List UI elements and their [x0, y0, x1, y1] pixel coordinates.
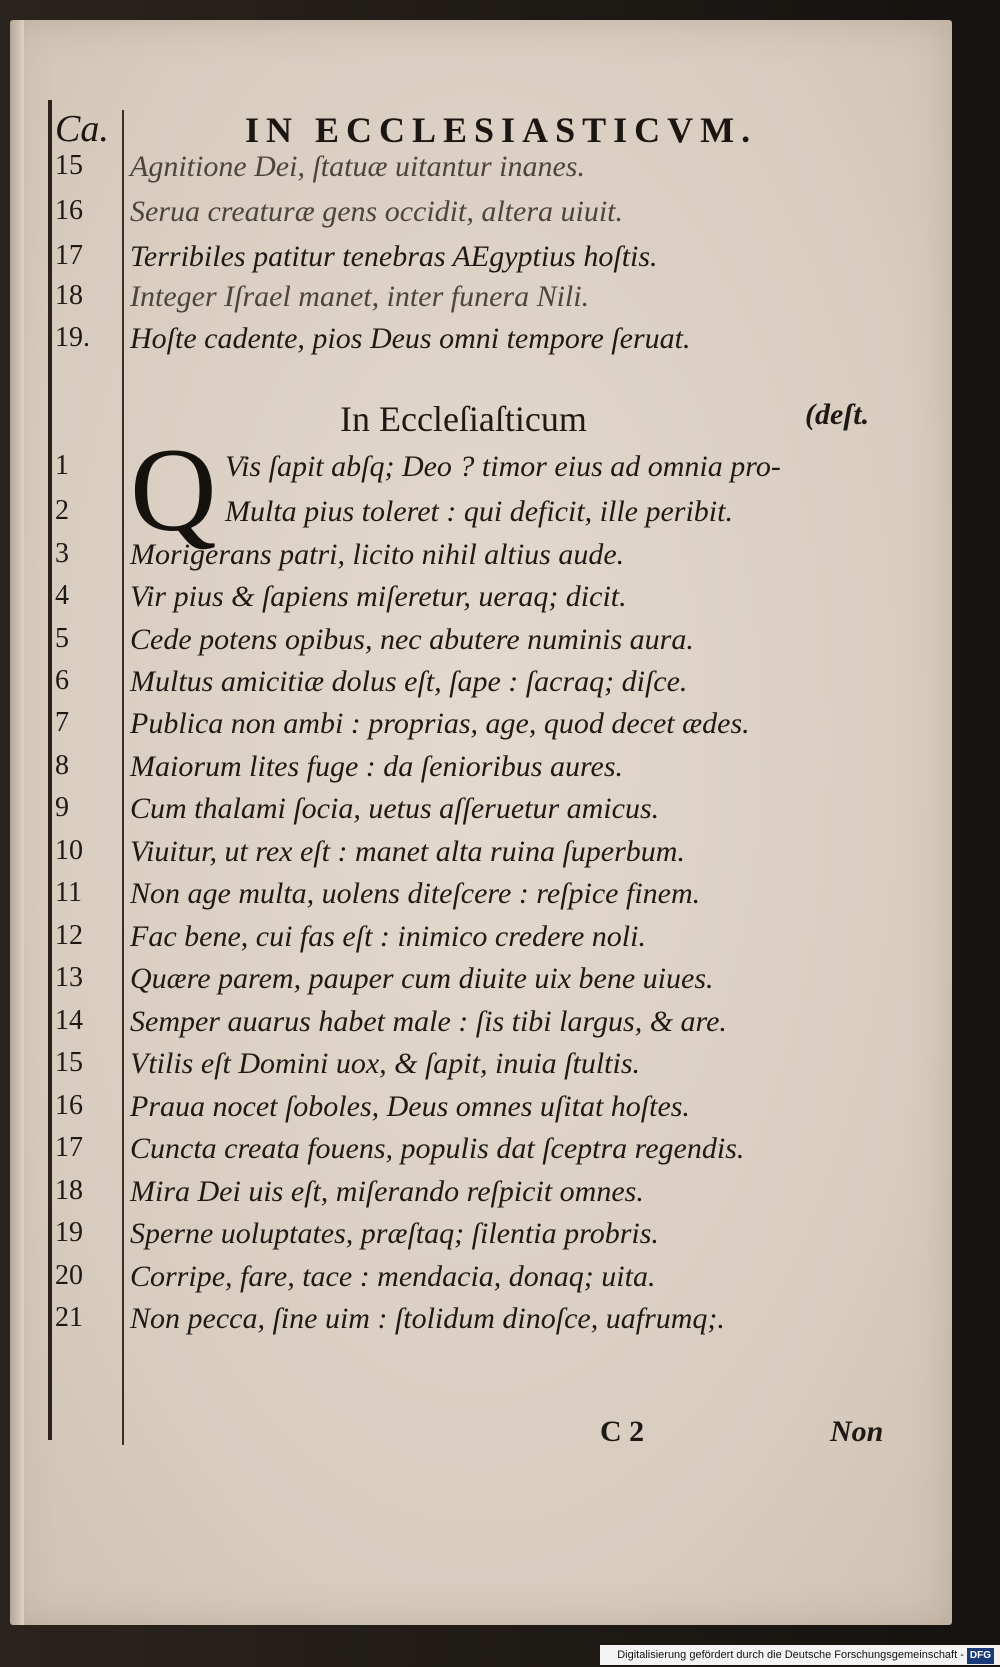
- verse-number-rule: [122, 110, 124, 1445]
- verse-text: Cede potens opibus, nec abutere numinis aura.: [130, 623, 694, 656]
- verse-number: 18: [55, 1175, 83, 1206]
- verse-text: Quære parem, pauper cum diuite uix bene uiues.: [130, 962, 714, 995]
- verse-number: 17: [55, 1132, 83, 1163]
- verse-number: 5: [55, 623, 69, 654]
- verse-number: 19.: [55, 322, 90, 353]
- catchword: Non: [830, 1415, 884, 1448]
- verse-text: Non age multa, uolens diteſcere : reſpice finem.: [130, 877, 701, 910]
- verse-number: 14: [55, 1005, 83, 1036]
- credit-text: Digitalisierung gefördert durch die Deutsche Forschungsgemeinschaft -: [617, 1649, 964, 1661]
- verse-text: Integer Iſrael manet, inter funera Nili.: [130, 280, 590, 313]
- verse-text: Mira Dei uis eſt, miſerando reſpicit omnes.: [130, 1175, 644, 1208]
- verse-text: Vis ſapit abſq; Deo ? timor eius ad omnia pro-: [225, 450, 781, 483]
- verse-text: Non pecca, ſine uim : ſtolidum dinoſce, uafrumq;.: [130, 1302, 725, 1335]
- page-header: [55, 85, 970, 150]
- verse-number: 16: [55, 195, 83, 226]
- left-margin-rule: [48, 100, 52, 1440]
- dfg-logo: DFG: [967, 1648, 994, 1664]
- verse-number: 8: [55, 750, 69, 781]
- verse-number: 13: [55, 962, 83, 993]
- verse-number: 3: [55, 538, 69, 569]
- verse-number: 18: [55, 280, 83, 311]
- digitization-credit: [600, 1645, 1000, 1665]
- verse-text: Semper auarus habet male : ſis tibi largus, & are.: [130, 1005, 727, 1038]
- verse-text: Multa pius toleret : qui deficit, ille peribit.: [225, 495, 733, 528]
- verse-number: 9: [55, 792, 69, 823]
- verse-number: 12: [55, 920, 83, 951]
- verse-text: Sperne uoluptates, præſtaq; ſilentia probris.: [130, 1217, 659, 1250]
- decorated-initial: Q: [130, 423, 217, 556]
- verse-number: 15: [55, 150, 83, 181]
- verse-text: Hoſte cadente, pios Deus omni tempore ſeruat.: [130, 322, 691, 355]
- verse-text: Viuitur, ut rex eſt : manet alta ruina ſuperbum.: [130, 835, 685, 868]
- verse-number: 1: [55, 450, 69, 481]
- verse-text: Serua creaturæ gens occidit, altera uiuit.: [130, 195, 623, 228]
- verse-text: Corripe, fare, tace : mendacia, donaq; uita.: [130, 1260, 656, 1293]
- verse-text: Cum thalami ſocia, uetus aſſeruetur amicus.: [130, 792, 660, 825]
- section-aside: (deſt.: [805, 398, 870, 431]
- verse-text: Vir pius & ſapiens miſeretur, ueraq; dicit.: [130, 580, 627, 613]
- verse-number: 4: [55, 580, 69, 611]
- verse-number: 7: [55, 707, 69, 738]
- running-head: IN ECCLESIASTICVM.: [245, 110, 758, 150]
- verse-number: 17: [55, 240, 83, 271]
- verse-number: 2: [55, 495, 69, 526]
- verse-text: Publica non ambi : proprias, age, quod decet ædes.: [130, 707, 750, 740]
- verse-text: Morigerans patri, licito nihil altius aude.: [130, 538, 625, 571]
- verse-text: Multus amicitiæ dolus eſt, ſape : ſacraq; diſce.: [130, 665, 688, 698]
- verse-text: Vtilis eſt Domini uox, & ſapit, inuia ſtultis.: [130, 1047, 640, 1080]
- verse-number: 15: [55, 1047, 83, 1078]
- verse-number: 19: [55, 1217, 83, 1248]
- verse-number: 6: [55, 665, 69, 696]
- verse-text: Maiorum lites fuge : da ſenioribus aures.: [130, 750, 624, 783]
- verse-number: 10: [55, 835, 83, 866]
- verse-text: Fac bene, cui fas eſt : inimico credere noli.: [130, 920, 646, 953]
- verse-number: 20: [55, 1260, 83, 1291]
- verse-text: Terribiles patitur tenebras AEgyptius hoſtis.: [130, 240, 658, 273]
- verse-text: Agnitione Dei, ſtatuæ uitantur inanes.: [130, 150, 585, 183]
- signature-mark: C 2: [600, 1415, 645, 1448]
- page-edge: [10, 20, 24, 1625]
- verse-text: Cuncta creata fouens, populis dat ſceptra regendis.: [130, 1132, 745, 1165]
- verse-text: Praua nocet ſoboles, Deus omnes uſitat hoſtes.: [130, 1090, 690, 1123]
- chapter-abbreviation: Ca.: [55, 108, 109, 150]
- verse-number: 16: [55, 1090, 83, 1121]
- page-footer: [600, 1415, 910, 1455]
- section-title: In Eccleſiaſticum: [340, 399, 587, 439]
- verse-number: 11: [55, 877, 82, 908]
- verse-number: 21: [55, 1302, 83, 1333]
